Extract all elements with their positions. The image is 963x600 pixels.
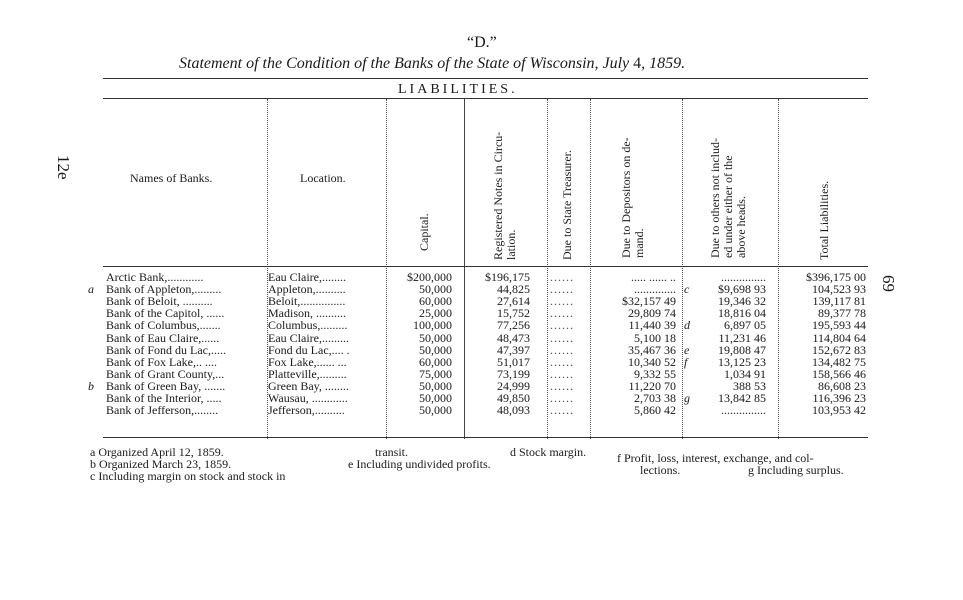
cell-capital: 50,000 [419,378,452,393]
cell-location: Wausau, ............ [268,391,348,405]
cell-total: 114,804 64 [812,330,866,345]
cell-treasurer: ...... [550,306,574,321]
cell-notes: 49,850 [497,391,530,405]
cell-capital: 25,000 [419,306,452,321]
cell-location: Jefferson,.......... [268,403,345,418]
cell-capital: 50,000 [419,282,452,297]
cell-location: Green Bay, ........ [268,378,349,393]
footnote-f2: lections. [640,463,681,477]
header-total: Total Liabilities. [817,180,831,260]
cell-treasurer: ...... [550,282,574,297]
cell-depositors: ..... ...... .. [631,270,676,284]
cell-others: 13,125 23 [718,354,766,369]
cell-total: $396,175 00 [806,270,866,284]
footnote-transit: transit. [375,445,408,459]
cell-total: 89,377 78 [818,306,866,321]
cell-capital: 100,000 [413,318,452,333]
table-bottom-rule [103,437,868,438]
cell-name: Bank of Beloit, .......... [106,294,213,309]
cell-treasurer: ...... [550,391,574,405]
cell-location: Eau Claire,........ [268,270,346,284]
cell-name: Bank of Columbus,....... [106,318,221,333]
cell-others: ............... [721,270,766,284]
cell-capital: 60,000 [419,294,452,309]
header-location: Location. [300,171,346,185]
cell-others: 1,034 91 [724,366,766,381]
footnote-d: d Stock margin. [510,445,587,459]
cell-location: Platteville,......... [268,366,347,381]
cell-others: ............... [721,403,766,418]
cell-name: Bank of Fox Lake,.. .... [106,354,217,369]
cell-notes: 73,199 [497,366,530,381]
header-others [709,138,748,258]
cell-notes: $196,175 [485,270,530,284]
cell-treasurer: ...... [550,354,574,369]
cell-total: 86,608 23 [818,378,866,393]
footnote-c: c Including margin on stock and stock in [90,469,286,483]
header-bottom-rule [103,266,868,267]
cell-capital: $200,000 [407,270,452,284]
cell-name: Bank of the Interior, ..... [106,391,222,405]
cell-treasurer: ...... [550,270,574,284]
cell-depositors: 5,860 42 [634,403,676,418]
cell-total: 116,396 23 [812,391,866,405]
cell-total: 104,523 93 [812,282,866,297]
cell-notes: 27,614 [497,294,530,309]
cell-name: Bank of Eau Claire,...... [106,330,220,345]
header-capital: Capital. [417,213,431,251]
cell-notes: 77,256 [497,318,530,333]
cell-location: Fox Lake,...... ... [268,354,347,369]
cell-others: $9,698 93 [718,282,766,297]
cell-name: Bank of Green Bay, ....... [106,378,226,393]
cell-total: 152,672 83 [812,342,866,357]
cell-total: 103,953 42 [812,403,866,418]
header-notes-line2: lation. [504,229,518,260]
cell-name: Bank of the Capitol, ...... [106,306,225,321]
cell-depositors: 11,220 70 [628,378,676,393]
side-mark-left: 12e [54,155,73,180]
header-depositors-line2: mand. [632,228,646,258]
cell-others: 11,231 46 [718,330,766,345]
cell-mark: a [88,282,94,297]
cell-location: Beloit,............... [268,294,346,309]
cell-others: 19,346 32 [718,294,766,309]
cell-others: 6,897 05 [724,318,766,333]
cell-depositors: .............. [634,282,676,297]
cell-treasurer: ...... [550,378,574,393]
cell-others: 19,808 47 [718,342,766,357]
cell-capital: 50,000 [419,342,452,357]
cell-depositors: 9,332 55 [634,366,676,381]
cell-location: Fond du Lac,.... . [268,342,350,357]
cell-notes: 15,752 [497,306,530,321]
cell-depositors: 11,440 39 [628,318,676,333]
cell-location: Eau Claire,......... [268,330,349,345]
col-sep-notes [464,99,465,439]
cell-notes: 24,999 [497,378,530,393]
col-sep-others [682,99,683,439]
cell-notes: 48,093 [497,403,530,418]
cell-dep-mark: d [684,318,690,333]
cell-others: 18,816 04 [718,306,766,321]
footnote-g: g Including surplus. [748,463,844,477]
cell-total: 139,117 81 [812,294,866,309]
table-letter: “D.” [467,34,497,51]
header-others-line2: ed under either of the [721,155,735,258]
cell-depositors: $32,157 49 [622,294,676,309]
cell-treasurer: ...... [550,294,574,309]
footnote-f: f Profit, loss, interest, exchange, and col- [617,451,814,465]
cell-name: Bank of Jefferson,........ [106,403,219,418]
cell-depositors: 5,100 18 [634,330,676,345]
section-heading: LIABILITIES. [398,82,518,97]
page-title [179,55,685,73]
footnote-b: b Organized March 23, 1859. [90,457,232,471]
cell-dep-mark: g [684,391,690,405]
header-depositors-line1: Due to Depositors on de- [619,137,633,258]
title-main: Statement of the Condition of the Banks of the State of Wisconsin, July [179,55,630,72]
cell-depositors: 2,703 38 [634,391,676,405]
cell-name: Bank of Fond du Lac,..... [106,342,226,357]
cell-depositors: 10,340 52 [628,354,676,369]
cell-notes: 47,397 [497,342,530,357]
cell-total: 195,593 44 [812,318,866,333]
header-notes [492,132,518,260]
footnote-e: e Including undivided profits. [348,457,491,471]
header-names: Names of Banks. [130,171,213,185]
title-year: , 1859. [641,55,686,72]
cell-treasurer: ...... [550,318,574,333]
cell-name: Bank of Appleton,......... [106,282,222,297]
header-others-line3: above heads. [734,196,748,258]
cell-capital: 60,000 [419,354,452,369]
header-others-line1: Due to others not includ- [708,138,722,258]
cell-location: Madison, .......... [268,306,346,321]
cell-dep-mark: c [684,282,690,297]
cell-notes: 48,473 [497,330,530,345]
cell-name: Arctic Bank,............ [106,270,204,284]
cell-treasurer: ...... [550,342,574,357]
col-sep-depositors [590,99,591,439]
cell-dep-mark: e [684,342,690,357]
title-day: 4 [633,55,642,72]
cell-treasurer: ...... [550,330,574,345]
cell-treasurer: ...... [550,366,574,381]
cell-total: 158,566 46 [812,366,866,381]
footnote-a: a Organized April 12, 1859. [90,445,224,459]
cell-name: Bank of Grant County,... [106,366,225,381]
side-mark-right: 69 [879,275,898,292]
title-rule [103,78,868,79]
header-depositors [620,137,646,258]
col-sep-total [778,99,779,439]
header-notes-line1: Registered Notes in Circu- [491,131,505,260]
cell-capital: 50,000 [419,391,452,405]
cell-others: 388 53 [733,378,766,393]
col-sep-treasurer [547,99,548,439]
col-sep-capital [386,99,387,439]
cell-mark: b [88,378,94,393]
cell-capital: 50,000 [419,403,452,418]
cell-location: Columbus,......... [268,318,348,333]
header-top-rule [103,98,868,99]
cell-capital: 50,000 [419,330,452,345]
header-state-treasurer: Due to State Treasurer. [560,150,574,260]
cell-depositors: 29,809 74 [628,306,676,321]
cell-location: Appleton,.......... [268,282,346,297]
cell-treasurer: ...... [550,403,574,418]
cell-notes: 51,017 [497,354,530,369]
cell-total: 134,482 75 [812,354,866,369]
cell-others: 13,842 85 [718,391,766,405]
cell-depositors: 35,467 36 [628,342,676,357]
cell-capital: 75,000 [419,366,452,381]
cell-dep-mark: f [684,354,688,369]
cell-notes: 44,825 [497,282,530,297]
